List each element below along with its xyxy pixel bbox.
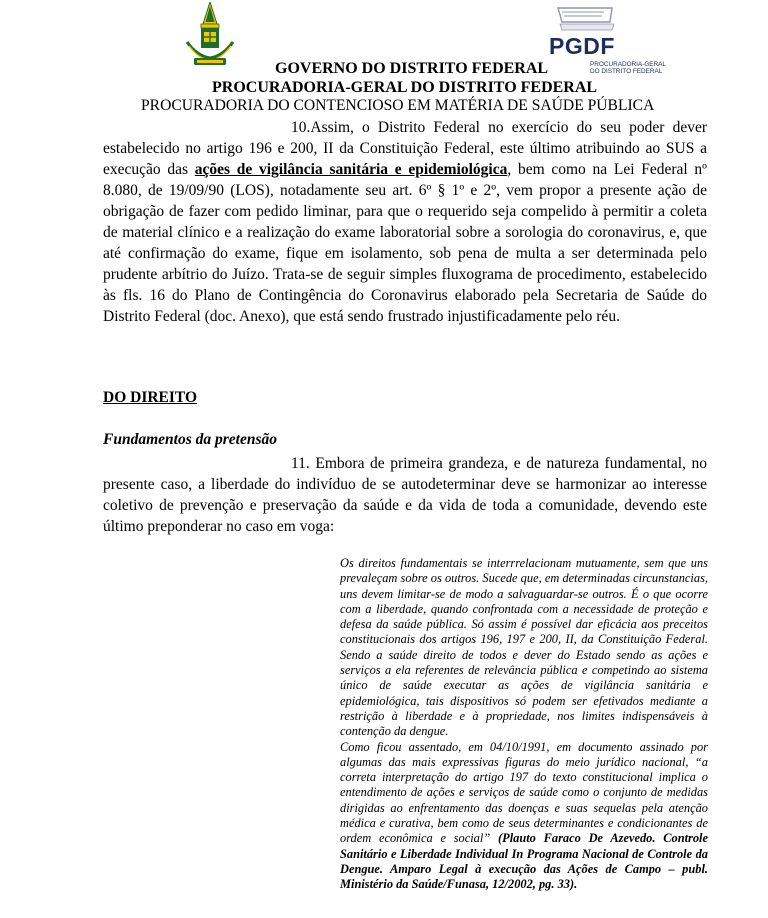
quote-part2-block xyxy=(340,740,708,893)
header-procuradoria-contencioso: PROCURADORIA DO CONTENCIOSO EM MATÉRIA DE SAÚDE PÚBLICA xyxy=(141,97,655,114)
quote-part2: Como ficou assentado, em 04/10/1991, em documento assinado por algumas das mais expressivas figuras do meio jurídico nacional, “a correta interpretação do artigo 197 do texto constitucional implica o entendimento de ações e serviços de saúde como o conjunto de medidas dirigidas ao enfrentamento das doenças e suas sequelas pela atenção médica e curativa, bem como de seus determinantes e condicionantes de ordem econômica e social” xyxy=(340,739,708,846)
coat-of-arms-icon xyxy=(183,2,237,72)
paragraph-11 xyxy=(103,453,707,537)
pgdf-logo-text: PGDF xyxy=(549,33,615,59)
quote-part1: Os direitos fundamentais se interrrelacionam mutuamente, sem que uns prevaleçam sobre os outros. Sucede que, em determinadas circunstancias, uns devem limitar-se de modo a salvaguardar-se outros. É o que ocorre com a liberdade, quando confrontada com a necessidade de proteção e defesa da saúde pública. Só assim é possível dar eficácia aos preceitos constitucionais dos artigos 196, 197 e 200, II, da Constituição Federal. Sendo a saúde direito de todos e dever do Estado sendo as ações e serviços a ela referentes de relevância pública e competindo ao sistema único de saúde executar as ações de vigilância sanitária e epidemiológica, tais dispositivos só podem ser efetivados mediante a restrição à liberdade e à propriedade, nos limites indispensáveis à contenção da dengue. xyxy=(340,556,708,739)
section-title: DO DIREITO xyxy=(103,389,198,406)
header-government: GOVERNO DO DISTRITO FEDERAL xyxy=(275,60,549,77)
paragraph-10-emphasis: ações de vigilância sanitária e epidemiológica xyxy=(194,161,508,178)
legal-quote xyxy=(340,556,708,893)
quote-citation: (Plauto Faraco De Azevedo. Controle Sanitário e Liberdade Individual In Programa Nacional de Controle da Dengue. Amparo Legal à execução das Ações de Campo – publ. Ministério da Saúde/Funasa, 12/2002, pg. 33). xyxy=(340,831,708,892)
paragraph-10-mid: , bem como na Lei Federal nº 8.080, de 19/09/90 (LOS), notadamente seu art. 6º § 1º e 2º xyxy=(103,161,707,199)
subsection-title: Fundamentos da pretensão xyxy=(103,431,277,448)
paragraph-10-lead: 10.Assim, o Distrito Federal no exercício do seu poder dever estabelecido no artigo 196 e 200, II da Constituição Federal, este último atribuindo ao SUS a execução das xyxy=(103,119,707,178)
pgdf-sub-line1: PROCURADORIA-GERAL xyxy=(590,61,666,68)
paragraph-10-tail: , vem propor a presente ação de obrigação de fazer com pedido liminar, para que o requerido seja compelido à permitir a coleta de material clínico e a realização do exame laboratorial sobre a sorologia do coronavirus, e, que até confirmação do exame, fique em isolamento, sob pena de multa a ser determinada pelo prudente arbítrio do Juízo. Trata-se de seguir simples fluxograma de procedimento, estabelecido às fls. 16 do Plano de Contingência do Coronavirus elaborado pela Secretaria de Saúde do Distrito Federal (doc. Anexo), que está sendo frustrado injustificadamente pelo réu. xyxy=(103,182,708,325)
header-procuradoria-geral: PROCURADORIA-GERAL DO DISTRITO FEDERAL xyxy=(212,79,598,96)
paragraph-11-text: 11. Embora de primeira grandeza, e de natureza fundamental, no presente caso, a liberdade do indivíduo de se autodeterminar deve se harmonizar ao interesse coletivo de prevenção e preservação da saúde e da vida de toda a comunidade, devendo este último preponderar no caso em voga: xyxy=(103,455,707,535)
pgdf-logo-subtitle xyxy=(590,61,666,75)
paragraph-10 xyxy=(103,117,707,327)
pgdf-sub-line2: DO DISTRITO FEDERAL xyxy=(590,68,663,75)
